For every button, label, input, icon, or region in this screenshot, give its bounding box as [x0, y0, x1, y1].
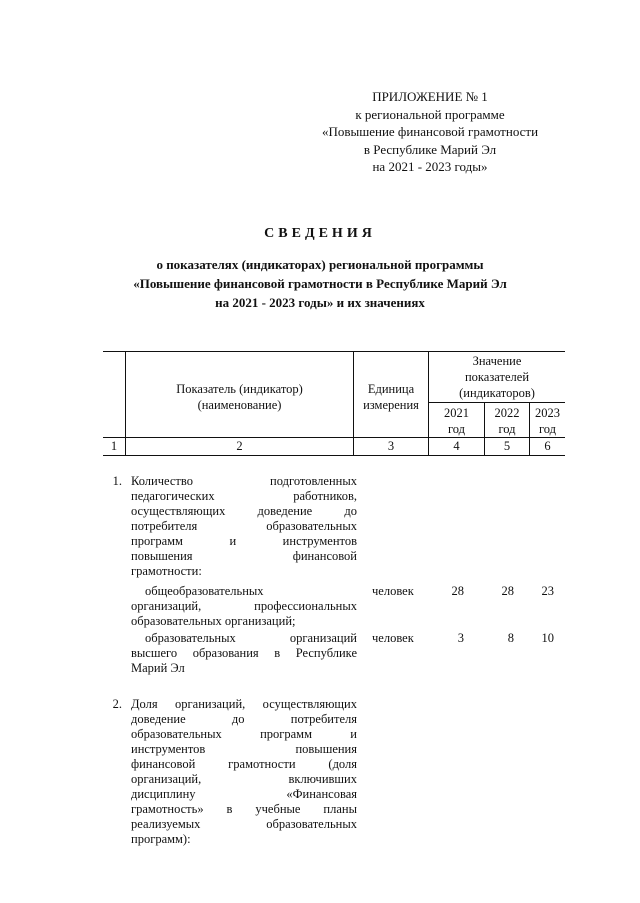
- col-number: 4: [453, 439, 460, 453]
- row-2-text: [131, 697, 357, 847]
- text-line: программ):: [131, 832, 191, 846]
- text-line: Марий Эл: [131, 661, 185, 675]
- text-line: осуществляющих доведение до: [131, 504, 357, 518]
- header-indicator: [126, 381, 353, 413]
- year-label: 2023: [535, 406, 560, 420]
- header-indicator-line: Показатель (индикатор): [176, 382, 303, 396]
- text-line: доведение до потребителя: [131, 712, 357, 726]
- subtitle-line: «Повышение финансовой грамотности в Республике Марий Эл: [133, 276, 507, 291]
- text-line: Количество подготовленных: [131, 474, 357, 488]
- appendix-line: на 2021 - 2023 годы»: [372, 159, 488, 174]
- row-1-text: [131, 474, 357, 579]
- appendix-block: [300, 88, 560, 176]
- header-indicator-line: (наименование): [197, 398, 282, 412]
- header-year-2022: [485, 405, 529, 437]
- row-number: 1.: [112, 474, 122, 488]
- text-line: реализуемых образовательных: [131, 817, 357, 831]
- table-header: [103, 351, 565, 456]
- col-number: 2: [236, 439, 243, 453]
- document-title: СВЕДЕНИЯ: [264, 226, 376, 241]
- text-line: образовательных организаций: [145, 631, 357, 645]
- col-number: 5: [503, 439, 511, 453]
- text-line: грамотность» в учебные планы: [131, 802, 357, 816]
- header-unit: [354, 381, 428, 413]
- appendix-title: ПРИЛОЖЕНИЕ № 1: [372, 89, 488, 104]
- table-rule: [103, 351, 565, 352]
- text-line: высшего образования в Республике: [131, 646, 357, 660]
- document-subtitle: [0, 255, 640, 312]
- value-2022: 8: [507, 631, 514, 645]
- appendix-line: в Республике Марий Эл: [363, 141, 497, 157]
- header-unit-line: измерения: [363, 398, 419, 412]
- year-label: 2021: [444, 406, 469, 420]
- text-line: инструментов повышения: [131, 742, 357, 756]
- value-2023: 23: [541, 584, 554, 598]
- header-value-line: Значение: [472, 354, 522, 368]
- col-number: 1: [110, 439, 118, 453]
- text-line: общеобразовательных: [145, 584, 264, 598]
- text-line: образовательных организаций;: [131, 614, 296, 628]
- text-line: потребителя образовательных: [131, 519, 357, 533]
- year-unit: год: [447, 422, 466, 436]
- text-line: повышения финансовой: [131, 549, 357, 563]
- text-line: грамотности:: [131, 564, 202, 578]
- text-line: педагогических работников,: [131, 489, 357, 503]
- year-unit: год: [498, 422, 516, 436]
- subtitle-line: о показателях (индикаторах) региональной программы: [156, 257, 484, 272]
- year-unit: год: [538, 422, 557, 436]
- header-year-2023: [530, 405, 565, 437]
- year-label: 2022: [494, 406, 520, 420]
- header-unit-line: Единица: [367, 382, 415, 396]
- text-line: организаций, профессиональных: [131, 599, 357, 613]
- row-number: 2.: [112, 697, 122, 711]
- text-line: организаций, включивших: [131, 772, 357, 786]
- header-value-line: показателей: [464, 370, 530, 384]
- header-value: [429, 353, 565, 401]
- text-line: финансовой грамотности (доля: [131, 757, 357, 771]
- subrow-1a-unit: человек: [372, 584, 414, 598]
- subrow-1a-text: [131, 584, 357, 629]
- header-value-line: (индикаторов): [459, 386, 535, 400]
- text-line: программ и инструментов: [131, 534, 357, 548]
- table-rule: [428, 402, 565, 403]
- text-line: образовательных программ и: [131, 727, 357, 741]
- col-number: 3: [387, 439, 395, 453]
- subrow-1b-unit: человек: [372, 631, 414, 645]
- appendix-line: к региональной программе: [355, 106, 505, 122]
- text-line: Доля организаций, осуществляющих: [131, 697, 357, 711]
- value-2022: 28: [501, 584, 514, 598]
- text-line: дисциплину «Финансовая: [131, 787, 357, 801]
- subtitle-line: на 2021 - 2023 годы» и их значениях: [215, 295, 425, 310]
- col-number: 6: [544, 439, 551, 453]
- value-2023: 10: [541, 631, 554, 645]
- header-year-2021: [429, 405, 484, 437]
- value-2021: 3: [457, 631, 464, 645]
- table-rule: [103, 455, 565, 456]
- appendix-line: «Повышение финансовой грамотности: [321, 124, 539, 139]
- subrow-1b-text: [131, 631, 357, 676]
- value-2021: 28: [451, 584, 464, 598]
